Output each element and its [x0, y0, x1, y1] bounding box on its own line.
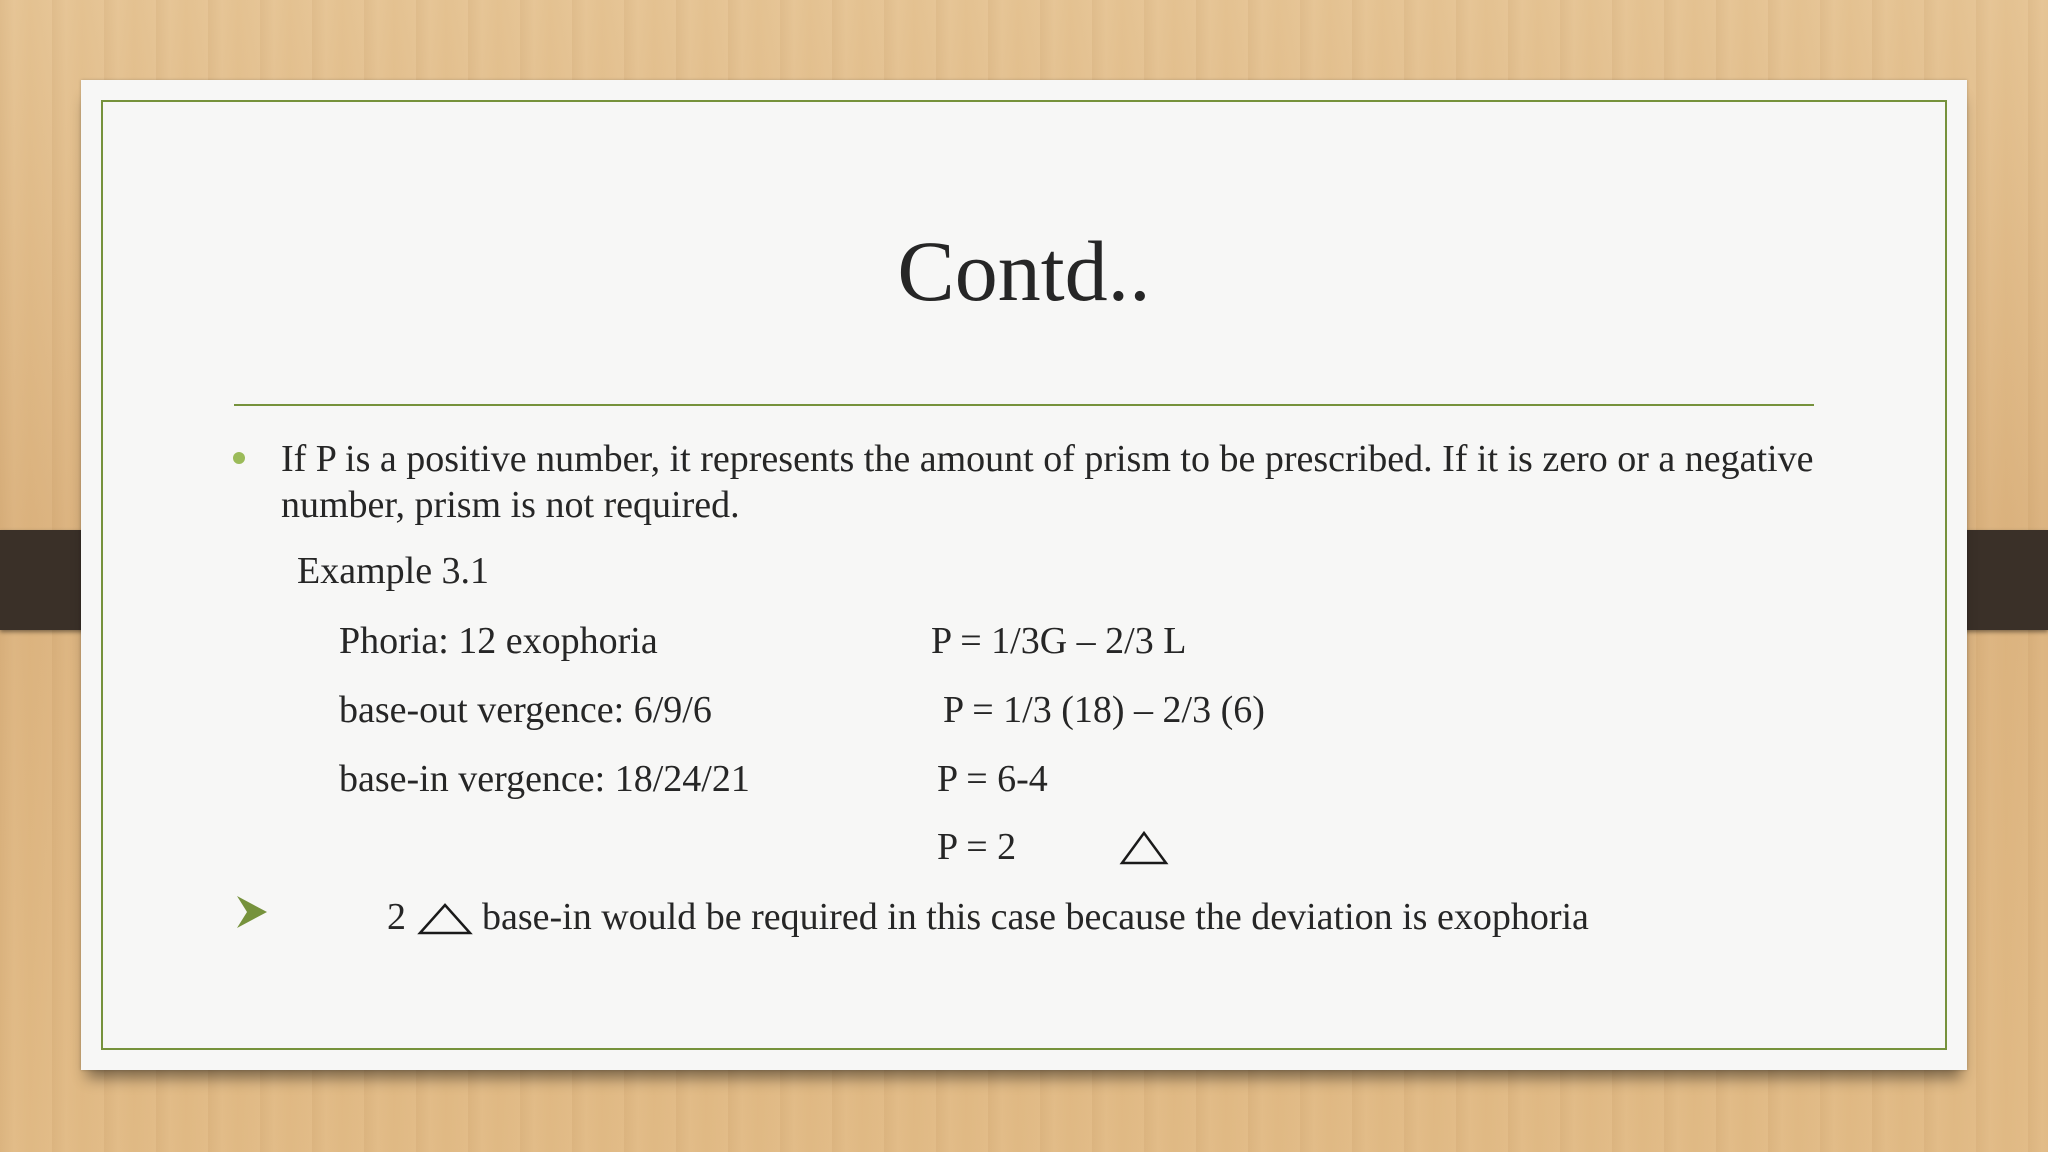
conclusion-number: 2 [387, 896, 406, 938]
equation-substitution: P = 1/3 (18) – 2/3 (6) [943, 689, 1265, 731]
arrowhead-icon [235, 892, 269, 932]
bullet-paragraph: If P is a positive number, it represents the amount of prism to be prescribed. If it is zero or a negative number, prism is not required. [281, 438, 1814, 526]
title-divider [234, 404, 1814, 406]
triangle-icon [417, 902, 473, 936]
given-base-out-vergence: base-out vergence: 6/9/6 [339, 689, 712, 731]
equation-result: P = 2 [937, 826, 1017, 868]
equation-formula: P = 1/3G – 2/3 L [931, 620, 1187, 662]
triangle-icon [1119, 830, 1169, 866]
slide-title: Contd.. [897, 223, 1151, 319]
conclusion-text: base-in would be required in this case because the deviation is exophoria [482, 896, 1589, 938]
slide [81, 80, 1967, 1070]
given-base-in-vergence: base-in vergence: 18/24/21 [339, 758, 750, 800]
given-phoria: Phoria: 12 exophoria [339, 620, 658, 662]
example-label: Example 3.1 [297, 550, 490, 592]
equation-difference: P = 6-4 [937, 758, 1048, 800]
bullet-dot-icon [233, 452, 245, 464]
